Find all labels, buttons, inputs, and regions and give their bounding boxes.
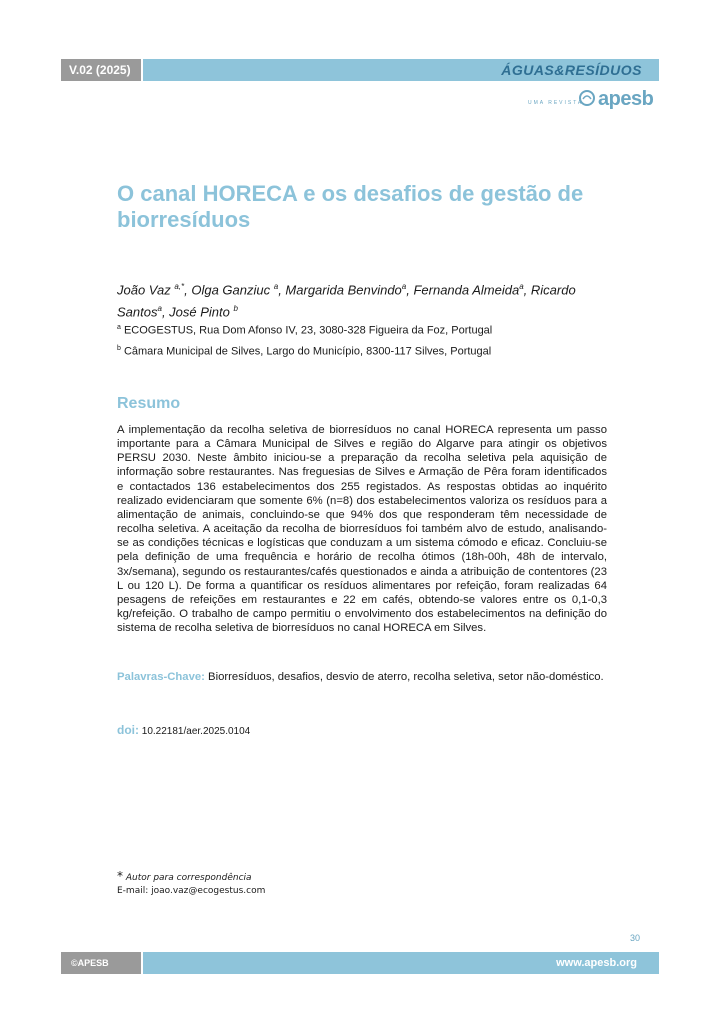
corresponding-author-footnote: [117, 870, 265, 898]
journal-brand: ÁGUAS&RESÍDUOS: [501, 62, 642, 78]
author-name: , Ricardo Santos: [117, 282, 576, 320]
author-sup: a: [519, 282, 524, 291]
author-sup: a,*: [174, 282, 185, 291]
affiliation-a: [117, 324, 617, 337]
author-sup: a: [273, 282, 279, 291]
affiliation-marker: b: [117, 345, 121, 352]
author-name: , Fernanda Almeida: [406, 282, 520, 298]
author-name: , Olga Ganziuc: [184, 282, 274, 298]
apesb-logo-icon: [579, 90, 595, 106]
apesb-logo-text: apesb: [598, 88, 654, 110]
keywords: [117, 670, 607, 685]
footer-website-link[interactable]: www.apesb.org: [143, 952, 659, 974]
keywords-text: Biorresíduos, desafios, desvio de aterro, recolha seletiva, setor não-doméstico.: [204, 671, 604, 683]
doi: [117, 723, 250, 737]
author-name: , José Pinto: [161, 304, 234, 320]
journal-subtitle: UMA REVISTA: [528, 100, 584, 106]
abstract-text: A implementação da recolha seletiva de biorresíduos no canal HORECA representa um passo importante para a Câmara Municipal de Silves e região do Algarve para atingir os objetivos PERSU 2030. Neste âmbito iniciou-se a preparação da recolha seletiva pela aquisição de informação sobre restaurantes. Nas freguesias de Silves e Armação de Pêra foram identificados e contactados 136 estabelecimentos dos 255 registados. As respostas obtidas ao inquérito realizado evidenciaram que somente 6% (n=8) dos estabelecimentos valoriza os resíduos para a alimentação de animais, concluindo-se que 94% dos que responderam têm necessidade de recolha seletiva. A aceitação da recolha de biorresíduos foi também alvo de estudo, analisando-se as condições técnicas e logísticas que conduzam a um sistema cómodo e eficaz. Concluiu-se pela definição de uma frequência e horário de recolha ótimos (18h-00h, 48h de intervalo, 3x/semana), segundo os restaurantes/cafés questionados e ainda a atribuição de contentores (23 L ou 120 L). De forma a quantificar os resíduos alimentares por refeição, foram realizadas 64 pesagens de refeições em restaurantes e 22 em cafés, obtendo-se valores entre os 0,1-0,3 kg/refeição. O trabalho de campo permitiu o envolvimento dos estabelecimentos na definição do sistema de recolha seletiva de biorresíduos no canal HORECA em Silves.: [117, 424, 607, 635]
keywords-label: Palavras-Chave:: [117, 671, 205, 683]
volume-badge: V.02 (2025): [61, 59, 141, 81]
footnote-email[interactable]: E-mail: joao.vaz@ecogestus.com: [117, 886, 266, 896]
abstract-heading: Resumo: [117, 395, 181, 412]
author-name: , Margarida Benvindo: [278, 282, 402, 298]
affiliation-b: [117, 345, 617, 358]
article-title: O canal HORECA e os desafios de gestão de biorresíduos: [117, 181, 584, 232]
author-list: [117, 277, 607, 322]
footnote-role: Autor para correspondência: [123, 873, 252, 883]
doi-link[interactable]: 10.22181/aer.2025.0104: [139, 726, 251, 737]
author-name: João Vaz: [117, 282, 175, 298]
affiliation-text: Câmara Municipal de Silves, Largo do Município, 8300-117 Silves, Portugal: [120, 345, 492, 358]
affiliation-marker: a: [117, 324, 121, 331]
doi-label: doi:: [117, 723, 139, 737]
page-number: 30: [630, 933, 641, 943]
author-sup: a: [157, 304, 162, 314]
author-sup: a: [401, 282, 407, 291]
footnote-marker: *: [117, 869, 123, 883]
author-sup: b: [233, 304, 238, 314]
affiliation-text: ECOGESTUS, Rua Dom Afonso IV, 23, 3080-328 Figueira da Foz, Portugal: [120, 324, 493, 337]
footer-copyright: ©APESB: [61, 952, 141, 974]
